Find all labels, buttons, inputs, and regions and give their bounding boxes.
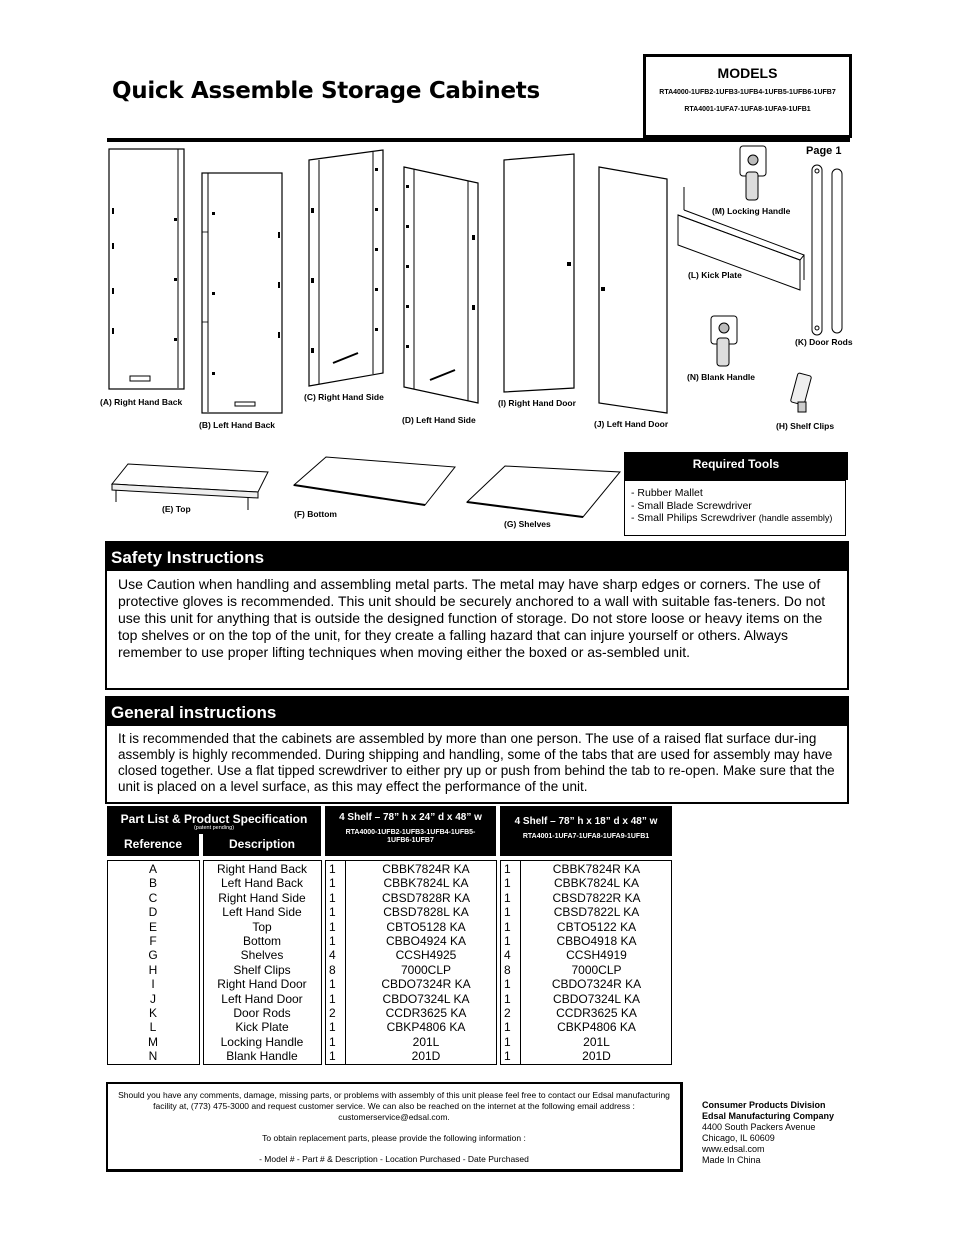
table-cell-q2: 1 (504, 934, 511, 948)
table-cell-q1: 1 (329, 1020, 336, 1035)
table-rule (500, 860, 672, 861)
table-cell-desc: Left Hand Door (221, 991, 303, 1006)
table-cell-p1: CBKP4806 KA (386, 1020, 466, 1035)
part-n-label: (N) Blank Handle (687, 372, 756, 382)
table-cell-q2: 1 (504, 1049, 511, 1064)
table-cell-desc: Right Hand Back (216, 862, 308, 876)
table-cell-q1: 1 (329, 905, 336, 920)
table-cell-ref: J (150, 991, 156, 1006)
table-cell-desc: Kick Plate (235, 1020, 289, 1035)
table-rule (107, 860, 200, 861)
parts-table (107, 860, 673, 1072)
table-cell-q1: 8 (329, 962, 336, 977)
table-cell-q1: 1 (329, 890, 336, 905)
table-cell-p2: CBBO4918 KA (556, 934, 637, 948)
origin: Made In China (702, 1155, 761, 1165)
tool-item (631, 512, 845, 525)
table-cell-q2: 1 (504, 1020, 511, 1035)
col-reference: Reference (123, 837, 183, 851)
table-cell-ref: K (148, 1006, 157, 1020)
website: www.edsal.com (702, 1144, 765, 1154)
table-cell-q2: 1 (504, 919, 511, 934)
table-cell-p2: CCDR3625 KA (556, 1006, 637, 1020)
table-cell-ref: G (148, 948, 158, 963)
table-row (107, 920, 673, 934)
page-title: Quick Assemble Storage Cabinets (112, 78, 540, 104)
table-cell-p1: CBBO4924 KA (385, 934, 467, 948)
table-row (107, 891, 673, 905)
table-cell-desc: Door Rods (233, 1006, 291, 1020)
tool-item-note: (handle assembly) (758, 513, 833, 523)
part-j-left-hand-door-drawing (595, 165, 675, 415)
table-cell-p2: CBDO7324R KA (551, 977, 642, 992)
table-cell-ref: D (148, 905, 158, 920)
col-description: Description (228, 837, 295, 851)
table-cell-q2: 2 (504, 1006, 511, 1020)
table-cell-ref: C (148, 890, 158, 905)
table-cell-q2: 1 (504, 905, 511, 920)
table-cell-p2: CBSD7822R KA (552, 890, 641, 905)
part-n-blank-handle-drawing (705, 310, 745, 370)
division: Consumer Products Division (702, 1100, 826, 1110)
table-cell-desc: Shelf Clips (233, 962, 291, 977)
page-number: Page 1 (806, 145, 842, 157)
spec2-header (500, 806, 672, 856)
part-list-header (107, 806, 321, 856)
table-rule (203, 1064, 322, 1065)
table-cell-p1: CCDR3625 KA (385, 1006, 467, 1020)
part-i-right-hand-door-drawing (500, 152, 580, 394)
table-cell-ref: B (148, 876, 157, 891)
table-row (107, 1020, 673, 1034)
table-row (107, 1006, 673, 1020)
table-row (107, 862, 673, 876)
models-line-1: RTA4000-1UFB2-1UFB3-1UFB4-1UFB5-1UFB6-1UFB7 (659, 89, 836, 96)
company: Edsal Manufacturing Company (702, 1111, 835, 1121)
table-cell-ref: E (148, 919, 157, 934)
general-section (105, 696, 849, 804)
table-cell-p1: 7000CLP (400, 962, 452, 977)
table-cell-ref: L (149, 1020, 157, 1035)
spec2-models: RTA4001-1UFA7-1UFA8-1UFA9-1UFB1 (522, 833, 650, 840)
table-cell-ref: N (148, 1049, 158, 1064)
models-line-2: RTA4001-1UFA7-1UFA8-1UFA9-1UFB1 (684, 106, 811, 113)
table-rule (325, 1064, 497, 1065)
safety-section (105, 541, 849, 690)
part-f-label: (F) Bottom (294, 509, 337, 519)
table-row (107, 934, 673, 948)
table-cell-desc: Right Hand Door (217, 977, 307, 992)
table-cell-p1: CBDO7324R KA (381, 977, 471, 992)
table-cell-desc: Top (252, 919, 272, 934)
table-rule (500, 1064, 672, 1065)
part-d-left-hand-side-drawing (400, 165, 485, 410)
table-row (107, 876, 673, 890)
table-cell-q1: 1 (329, 1049, 336, 1064)
part-c-label: (C) Right Hand Side (304, 392, 384, 402)
table-cell-p1: 201L (412, 1034, 440, 1049)
part-h-shelf-clips-drawing (788, 370, 818, 415)
table-row (107, 1049, 673, 1063)
part-d-label: (D) Left Hand Side (402, 415, 476, 425)
table-cell-p2: CBTO5122 KA (556, 919, 637, 934)
general-heading: General instructions (107, 698, 847, 726)
table-row (107, 992, 673, 1006)
safety-heading: Safety Instructions (107, 543, 847, 571)
table-cell-ref: A (148, 862, 157, 876)
company-address (702, 1100, 834, 1166)
part-b-label: (B) Left Hand Back (199, 420, 276, 430)
table-cell-desc: Left Hand Back (220, 876, 304, 891)
table-cell-q2: 8 (504, 962, 511, 977)
table-cell-desc: Shelves (240, 948, 284, 963)
spec1-header (325, 806, 496, 856)
table-rule (325, 860, 497, 861)
general-body: It is recommended that the cabinets are assembled by more than one person. The use of a raised flat surface dur-ing assembly is highly recommended. During shipping and handling, some of the tabs that are used for assembly may have closed together. Use a flat tipped screwdriver to either pry up or push from behind the tab to re-open. Make sure that the unit is placed on a level surface, as this may effect the performance of the unit. (118, 731, 835, 794)
tool-item: - Rubber Mallet (631, 487, 703, 499)
table-cell-p2: CBDO7324L KA (553, 991, 640, 1006)
table-cell-p2: 7000CLP (571, 962, 622, 977)
table-cell-q1: 1 (329, 862, 336, 876)
table-cell-q2: 1 (504, 862, 511, 876)
table-cell-p1: CBBK7824R KA (382, 862, 470, 876)
required-tools-list (624, 480, 846, 536)
part-e-label: (E) Top (162, 504, 191, 514)
replacement-text: To obtain replacement parts, please provide the following information : (262, 1133, 526, 1143)
part-f-bottom-drawing (290, 455, 460, 510)
table-cell-q2: 1 (504, 890, 511, 905)
part-list-title: Part List & Product Specification (120, 812, 308, 826)
part-k-door-rods-drawing (806, 163, 846, 338)
table-cell-p2: CBSD7822L KA (553, 905, 640, 920)
table-cell-p2: CBBK7824R KA (552, 862, 641, 876)
table-cell-desc: Bottom (242, 934, 281, 948)
table-row (107, 948, 673, 962)
table-cell-p1: CBSD7828L KA (383, 905, 469, 920)
spec2-title: 4 Shelf – 78” h x 18” d x 48” w (514, 816, 658, 827)
part-b-left-hand-back-drawing (200, 172, 286, 417)
tool-item-label: - Small Philips Screwdriver (631, 512, 756, 524)
required-tools-heading: Required Tools (624, 452, 848, 480)
table-cell-ref: I (151, 977, 155, 992)
table-cell-q1: 4 (329, 948, 336, 963)
table-cell-desc: Right Hand Side (218, 890, 306, 905)
table-cell-q1: 1 (329, 977, 336, 992)
table-row (107, 963, 673, 977)
contact-text: Should you have any comments, damage, missing parts, or problems with assembly of this unit please feel free to contact our Edsal manufacturing facility at, (773) 475-3000 and request customer service. We can also be reached on the internet at the following email address : customerservice@edsal.com. (118, 1090, 670, 1122)
table-cell-p1: CCSH4925 (395, 948, 457, 963)
table-cell-p2: 201D (582, 1049, 611, 1064)
table-cell-p1: CBSD7828R KA (381, 890, 471, 905)
table-cell-q1: 1 (329, 876, 336, 891)
table-cell-q2: 4 (504, 948, 511, 963)
part-j-label: (J) Left Hand Door (594, 419, 669, 429)
patent-note: (patent pending) (193, 825, 235, 831)
tool-item: - Small Blade Screwdriver (631, 499, 752, 512)
table-cell-desc: Locking Handle (220, 1034, 304, 1049)
part-a-right-hand-back-drawing (108, 148, 188, 393)
table-cell-q1: 1 (329, 991, 336, 1006)
safety-body: Use Caution when handling and assembling metal parts. The metal may have sharp edges or corners. The use of protective gloves is recommended. This unit should be securely anchored to a wall with suitable fas-teners. Do not use this unit for anything that is outside the designed function of storage. Do not store loose or heavy items on the top shelves or on the top of the unit, for they create a falling hazard that can injure yourself or others. Always remember to use proper lifting techniques when moving either the boxed or as-sembled unit. (118, 576, 826, 660)
table-cell-p2: CCSH4919 (566, 948, 627, 963)
part-i-label: (I) Right Hand Door (498, 398, 576, 408)
city: Chicago, IL 60609 (702, 1133, 775, 1143)
table-rule (203, 860, 322, 861)
table-cell-p2: 201L (583, 1034, 610, 1049)
street: 4400 South Packers Avenue (702, 1122, 816, 1132)
table-rule (107, 1064, 200, 1065)
table-row (107, 905, 673, 919)
table-cell-p2: CBBK7824L KA (554, 876, 639, 891)
table-cell-desc: Left Hand Side (222, 905, 302, 920)
table-cell-p1: CBDO7324L KA (382, 991, 470, 1006)
table-cell-p1: 201D (411, 1049, 441, 1064)
replacement-fields: - Model # - Part # & Description - Location Purchased - Date Purchased (259, 1154, 529, 1164)
table-cell-q1: 1 (329, 919, 336, 934)
table-cell-ref: F (149, 934, 157, 948)
table-cell-ref: M (148, 1034, 158, 1049)
table-cell-q2: 1 (504, 977, 511, 992)
models-box (643, 54, 852, 138)
table-cell-q1: 1 (329, 1034, 336, 1049)
part-g-label: (G) Shelves (504, 519, 551, 529)
spec1-models: RTA4000-1UFB2-1UFB3-1UFB4-1UFB5-1UFB6-1UFB7 (345, 829, 476, 844)
part-m-label: (M) Locking Handle (712, 206, 791, 216)
table-row (107, 977, 673, 991)
models-heading: MODELS (717, 65, 778, 81)
part-l-kick-plate-drawing (676, 185, 811, 300)
part-k-label: (K) Door Rods (795, 337, 853, 347)
table-cell-ref: H (148, 962, 158, 977)
table-cell-p1: CBTO5128 KA (386, 919, 466, 934)
part-a-label: (A) Right Hand Back (100, 397, 183, 407)
part-c-right-hand-side-drawing (303, 148, 388, 388)
part-g-shelves-drawing (465, 462, 625, 522)
table-cell-p1: CBBK7824L KA (383, 876, 469, 891)
table-cell-desc: Blank Handle (226, 1049, 298, 1064)
spec1-title: 4 Shelf – 78” h x 24” d x 48” w (339, 812, 482, 823)
table-cell-q2: 1 (504, 876, 511, 891)
part-h-label: (H) Shelf Clips (776, 421, 835, 431)
part-l-label: (L) Kick Plate (688, 270, 742, 280)
table-cell-q1: 2 (329, 1006, 336, 1020)
contact-box (106, 1082, 683, 1172)
table-cell-q2: 1 (504, 1034, 511, 1049)
table-cell-q2: 1 (504, 991, 511, 1006)
table-cell-p2: CBKP4806 KA (557, 1020, 636, 1035)
table-row (107, 1035, 673, 1049)
table-cell-q1: 1 (329, 934, 336, 948)
